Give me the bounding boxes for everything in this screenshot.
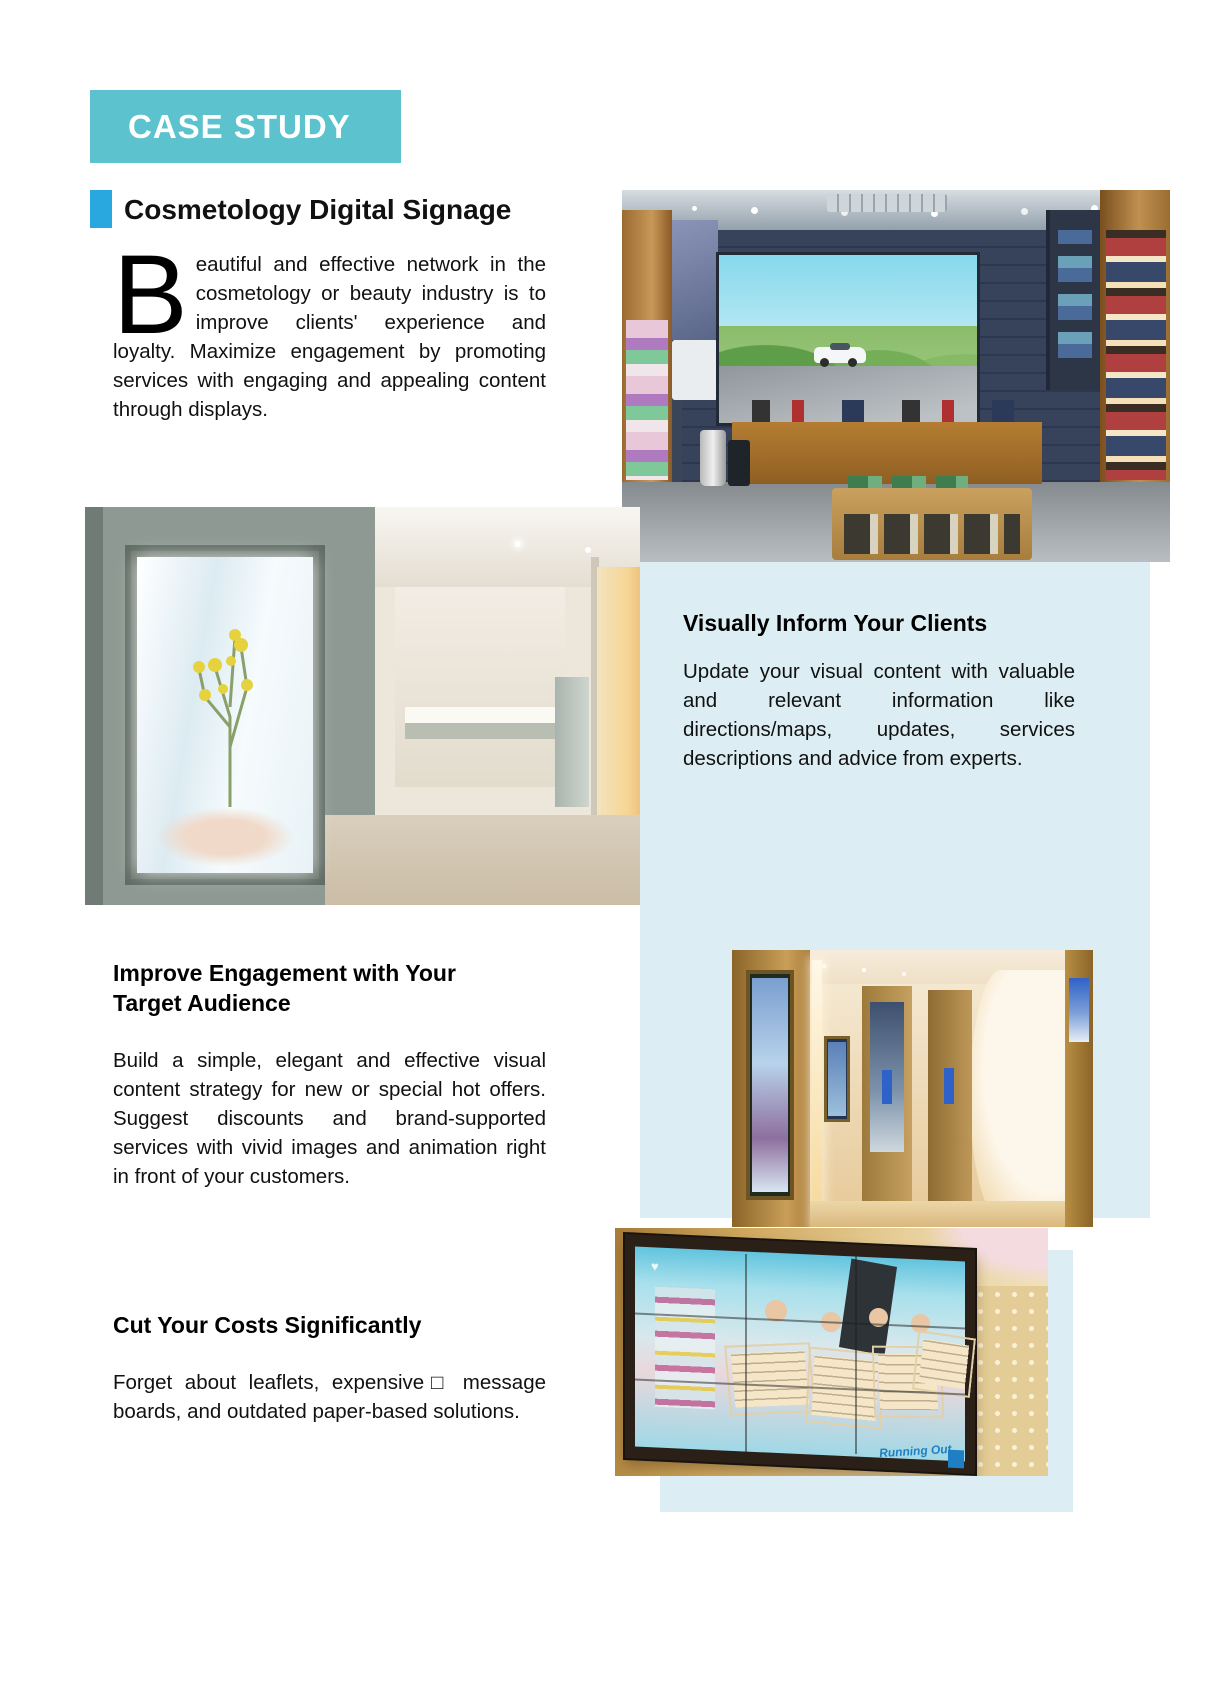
screen-car <box>814 347 866 363</box>
store-air-vent <box>827 194 947 212</box>
videowall-street-scene <box>655 1287 715 1410</box>
spa-back-wall <box>395 587 565 787</box>
engage-heading: Improve Engagement with Your Target Audience <box>113 960 456 1016</box>
spa-flower-graphic <box>175 597 285 807</box>
store-trash-bin-black <box>728 440 750 486</box>
videowall-dotted-panel <box>972 1286 1048 1476</box>
heart-icon: ♥ <box>651 1258 660 1274</box>
videowall-bezel-v2 <box>855 1254 857 1454</box>
store-left-products <box>626 320 668 480</box>
page-title: Cosmetology Digital Signage <box>124 194 512 225</box>
intro-paragraph <box>113 232 546 424</box>
costs-heading: Cut Your Costs Significantly <box>113 1312 422 1338</box>
store-right-products <box>1106 230 1166 480</box>
store-trash-bin-silver <box>700 430 726 486</box>
intro-text: eautiful and effective network in the cosmetology or beauty industry is to improve clients' experience and loyalty. Maximize engagement by promoting services with engaging and appealing content through displays. <box>113 253 546 421</box>
section-inform <box>683 608 1075 773</box>
intro-dropcap: B <box>113 232 188 357</box>
section-engage <box>113 958 546 1191</box>
corridor-floor <box>810 1201 1065 1227</box>
spa-kiosk-pillar <box>555 677 589 807</box>
engage-body: Build a simple, elegant and effective visual content strategy for new or special hot offers. Suggest discounts and brand-supported services with vivid images and animation right in front of your customers. <box>113 1049 546 1188</box>
spa-ceiling-lights <box>515 541 521 547</box>
spa-reception-counter <box>405 707 555 723</box>
corridor-curved-wall <box>970 970 1066 1219</box>
title-row <box>90 190 511 228</box>
store-left-poster <box>672 220 718 340</box>
store-counter-items <box>752 400 1022 422</box>
spa-floor <box>325 815 640 905</box>
photo-video-wall <box>615 1228 1048 1476</box>
inform-heading: Visually Inform Your Clients <box>683 610 988 636</box>
videowall-sign-1 <box>724 1342 816 1416</box>
corridor-right-sign <box>1069 978 1089 1042</box>
corridor-signage-screen-1-content <box>752 978 788 1192</box>
spa-wall-edge <box>85 507 103 905</box>
videowall-sign-4 <box>912 1330 976 1398</box>
corridor-door-1-badge <box>882 1070 892 1104</box>
videowall-bezel-v1 <box>745 1254 747 1454</box>
videowall-running-out-caption: Running Out <box>878 1441 953 1461</box>
inform-body: Update your visual content with valuable and relevant information like directions/maps, updates, services descriptions and advice from experts. <box>683 660 1075 770</box>
spa-screen-hands <box>155 807 295 867</box>
photo-corridor-signage <box>732 950 1093 1227</box>
corridor-signage-screen-2-content <box>828 1042 846 1116</box>
store-left-machine <box>672 340 718 400</box>
banner-label: CASE STUDY <box>128 107 351 145</box>
corridor-ceiling-lights <box>822 964 826 968</box>
title-bullet-marker <box>90 190 112 228</box>
spa-warm-room <box>597 567 640 837</box>
photo-store-display <box>622 190 1170 562</box>
corridor-door-2-badge <box>944 1068 954 1104</box>
corridor-light-strip <box>812 960 822 1227</box>
store-cabinet-items <box>1058 230 1092 370</box>
case-study-banner <box>90 90 401 163</box>
store-cart-boxes <box>844 514 1020 554</box>
section-costs <box>113 1310 546 1426</box>
costs-body: Forget about leaflets, expensive□ message boards, and outdated paper-based solutions. <box>113 1371 546 1423</box>
store-ceiling-lights <box>692 206 697 211</box>
photo-spa-lightbox <box>85 507 640 905</box>
store-counter <box>732 422 1042 484</box>
